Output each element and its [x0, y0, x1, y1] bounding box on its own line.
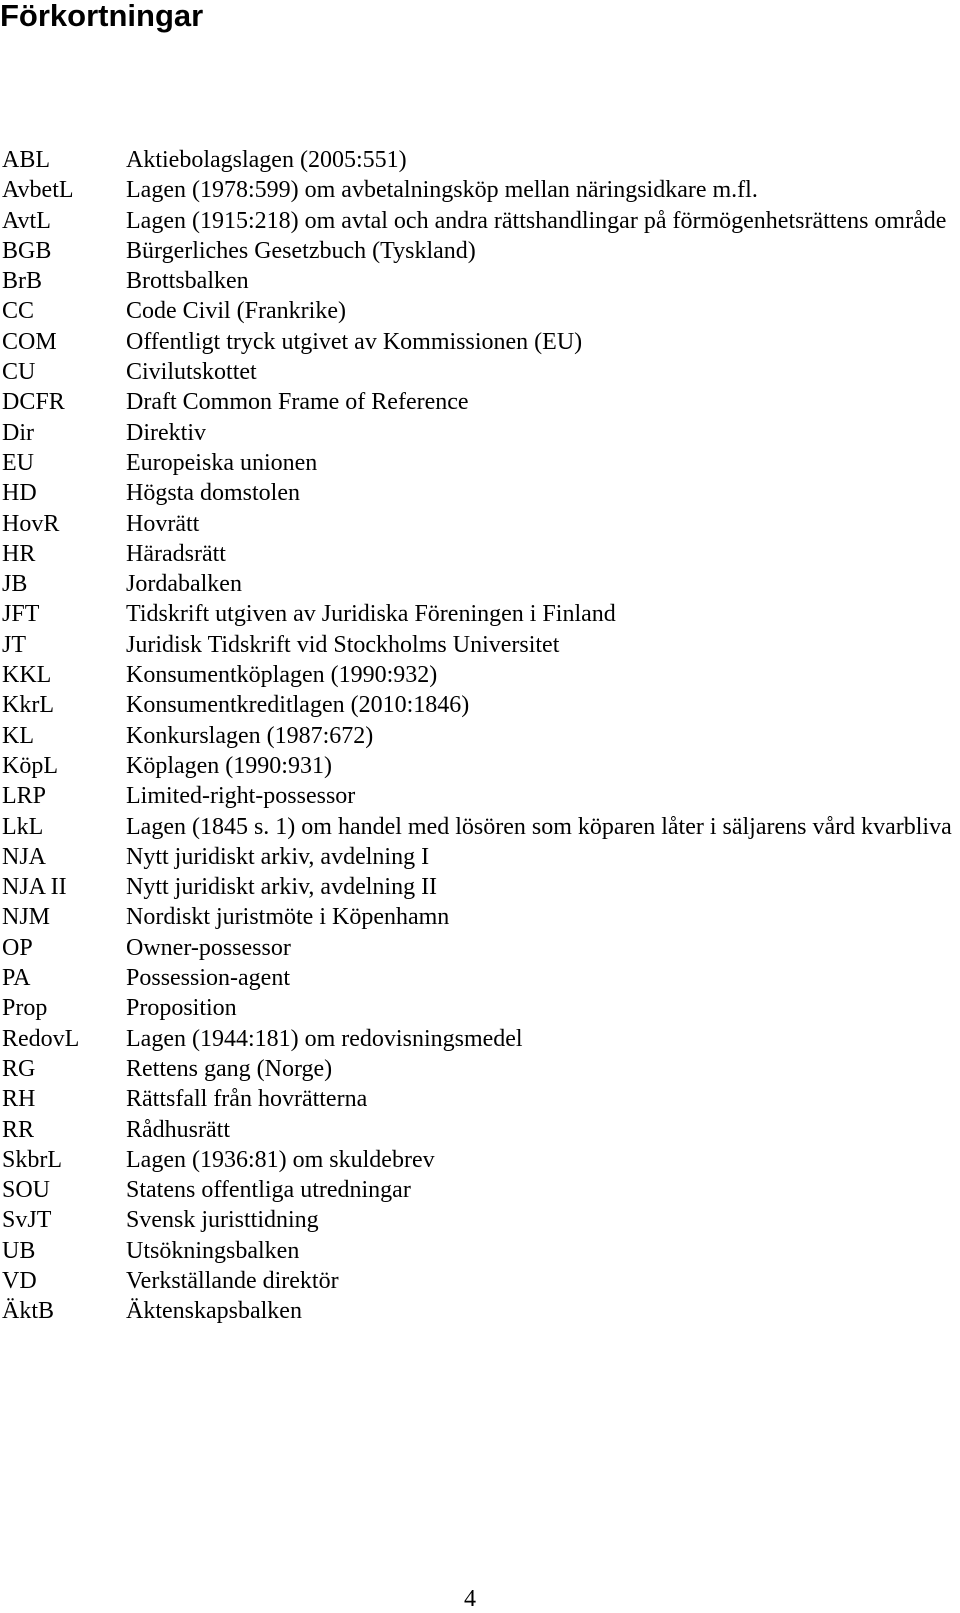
abbreviation-row	[2, 812, 952, 842]
abbreviation-term: BGB	[2, 237, 52, 264]
abbreviation-term: NJM	[2, 904, 51, 931]
abbreviation-row	[2, 1266, 952, 1296]
abbreviation-row	[2, 387, 952, 417]
abbreviation-row	[2, 296, 952, 326]
abbreviation-row	[2, 1205, 952, 1235]
abbreviation-expansion: Owner-possessor	[126, 934, 291, 961]
abbreviation-expansion: Limited-right-possessor	[126, 783, 356, 810]
abbreviation-row	[2, 933, 952, 963]
abbreviation-expansion: Nytt juridiskt arkiv, avdelning I	[126, 843, 430, 870]
abbreviation-row	[2, 175, 952, 205]
abbreviation-expansion: Juridisk Tidskrift vid Stockholms Universitet	[126, 631, 560, 658]
abbreviation-term: LkL	[2, 813, 44, 840]
abbreviation-term: KL	[2, 722, 34, 749]
abbreviation-row	[2, 1115, 952, 1145]
abbreviation-row	[2, 509, 952, 539]
abbreviation-term: HR	[2, 540, 36, 567]
abbreviation-term: BrB	[2, 268, 43, 295]
abbreviation-term: RG	[2, 1055, 36, 1082]
abbreviation-row	[2, 1084, 952, 1114]
abbreviation-row	[2, 902, 952, 932]
abbreviation-row	[2, 751, 952, 781]
abbreviation-expansion: Offentligt tryck utgivet av Kommissionen (EU)	[126, 328, 583, 355]
abbreviation-expansion: Europeiska unionen	[126, 449, 318, 476]
abbreviation-expansion: Äktenskapsbalken	[126, 1298, 302, 1325]
abbreviation-expansion: Jordabalken	[126, 571, 242, 598]
abbreviation-term: EU	[2, 449, 34, 476]
abbreviation-term: SvJT	[2, 1207, 52, 1234]
abbreviation-term: HD	[2, 480, 37, 507]
abbreviation-expansion: Högsta domstolen	[126, 480, 300, 507]
abbreviation-row	[2, 145, 952, 175]
abbreviation-expansion: Nordiskt juristmöte i Köpenhamn	[126, 904, 450, 931]
abbreviation-row	[2, 842, 952, 872]
abbreviation-row	[2, 266, 952, 296]
abbreviation-expansion: Lagen (1978:599) om avbetalningsköp mellan näringsidkare m.fl.	[126, 177, 758, 204]
abbreviation-term: KKL	[2, 662, 52, 689]
abbreviation-row	[2, 1296, 952, 1326]
abbreviation-expansion: Code Civil (Frankrike)	[126, 298, 346, 325]
abbreviation-term: COM	[2, 328, 57, 355]
abbreviation-row	[2, 236, 952, 266]
abbreviation-row	[2, 1236, 952, 1266]
abbreviation-expansion: Lagen (1944:181) om redovisningsmedel	[126, 1025, 523, 1052]
abbreviation-expansion: Possession-agent	[126, 965, 290, 992]
abbreviation-expansion: Lagen (1915:218) om avtal och andra rättshandlingar på förmögenhetsrättens område	[126, 207, 947, 234]
abbreviation-term: PA	[2, 965, 31, 992]
abbreviation-expansion: Bürgerliches Gesetzbuch (Tyskland)	[126, 237, 476, 264]
abbreviation-term: CC	[2, 298, 35, 325]
abbreviation-expansion: Konsumentkreditlagen (2010:1846)	[126, 692, 470, 719]
abbreviation-term: OP	[2, 934, 33, 961]
abbreviation-expansion: Utsökningsbalken	[126, 1237, 300, 1264]
abbreviation-expansion: Aktiebolagslagen (2005:551)	[126, 147, 407, 173]
abbreviation-term: AvtL	[2, 207, 51, 234]
abbreviation-expansion: Häradsrätt	[126, 540, 226, 567]
abbreviation-expansion: Draft Common Frame of Reference	[126, 389, 469, 416]
abbreviation-term: RH	[2, 1086, 36, 1113]
abbreviation-term: Dir	[2, 419, 34, 446]
abbreviation-term: UB	[2, 1237, 36, 1264]
abbreviation-row	[2, 781, 952, 811]
abbreviation-row	[2, 357, 952, 387]
abbreviation-term: KöpL	[2, 752, 58, 779]
abbreviation-term: CU	[2, 359, 36, 386]
abbreviation-expansion: Tidskrift utgiven av Juridiska Föreningen i Finland	[126, 601, 616, 628]
abbreviation-term: ABL	[2, 147, 50, 173]
abbreviation-term: JB	[2, 571, 28, 598]
abbreviation-term: ÄktB	[2, 1298, 55, 1325]
abbreviation-expansion: Lagen (1845 s. 1) om handel med lösören som köparen låter i säljarens vård kvarbliva	[126, 813, 952, 840]
abbreviation-row	[2, 539, 952, 569]
abbreviation-term: HovR	[2, 510, 60, 537]
abbreviation-expansion: Köplagen (1990:931)	[126, 752, 332, 779]
abbreviation-expansion: Rättsfall från hovrätterna	[126, 1086, 368, 1113]
abbreviation-row	[2, 690, 952, 720]
abbreviation-row	[2, 1175, 952, 1205]
abbreviation-expansion: Konsumentköplagen (1990:932)	[126, 662, 438, 689]
abbreviation-row	[2, 206, 952, 236]
abbreviation-term: JFT	[2, 601, 40, 628]
abbreviation-row	[2, 1024, 952, 1054]
abbreviation-expansion: Rettens gang (Norge)	[126, 1055, 333, 1082]
abbreviation-term: SOU	[2, 1177, 51, 1204]
abbreviation-term: JT	[2, 631, 26, 658]
abbreviation-row	[2, 569, 952, 599]
page-title: Förkortningar	[0, 0, 204, 33]
abbreviation-row	[2, 599, 952, 629]
abbreviation-row	[2, 478, 952, 508]
abbreviation-expansion: Statens offentliga utredningar	[126, 1177, 411, 1204]
abbreviation-list	[2, 145, 952, 1327]
abbreviation-expansion: Nytt juridiskt arkiv, avdelning II	[126, 874, 438, 901]
abbreviation-expansion: Svensk juristtidning	[126, 1207, 319, 1234]
abbreviation-term: LRP	[2, 783, 47, 810]
abbreviation-term: Prop	[2, 995, 48, 1022]
abbreviation-row	[2, 448, 952, 478]
abbreviation-row	[2, 660, 952, 690]
abbreviation-expansion: Verkställande direktör	[126, 1267, 339, 1294]
abbreviation-term: SkbrL	[2, 1146, 62, 1173]
abbreviation-expansion: Hovrätt	[126, 510, 200, 537]
abbreviation-row	[2, 1054, 952, 1084]
abbreviation-term: RR	[2, 1116, 35, 1143]
abbreviation-expansion: Proposition	[126, 995, 237, 1022]
abbreviation-term: VD	[2, 1267, 37, 1294]
abbreviation-row	[2, 630, 952, 660]
abbreviation-term: KkrL	[2, 692, 54, 719]
abbreviation-expansion: Brottsbalken	[126, 268, 249, 295]
abbreviation-row	[2, 721, 952, 751]
abbreviation-term: RedovL	[2, 1025, 80, 1052]
abbreviation-row	[2, 327, 952, 357]
abbreviation-term: AvbetL	[2, 177, 74, 204]
abbreviation-expansion: Civilutskottet	[126, 359, 257, 386]
abbreviation-expansion: Direktiv	[126, 419, 206, 446]
page-number: 4	[464, 1586, 476, 1612]
abbreviation-term: DCFR	[2, 389, 65, 416]
abbreviation-term: NJA II	[2, 874, 67, 901]
abbreviation-expansion: Konkurslagen (1987:672)	[126, 722, 374, 749]
abbreviation-row	[2, 993, 952, 1023]
abbreviation-row	[2, 1145, 952, 1175]
abbreviation-row	[2, 963, 952, 993]
abbreviation-expansion: Lagen (1936:81) om skuldebrev	[126, 1146, 435, 1173]
abbreviation-expansion: Rådhusrätt	[126, 1116, 230, 1143]
abbreviation-term: NJA	[2, 843, 47, 870]
abbreviation-row	[2, 418, 952, 448]
abbreviation-row	[2, 872, 952, 902]
